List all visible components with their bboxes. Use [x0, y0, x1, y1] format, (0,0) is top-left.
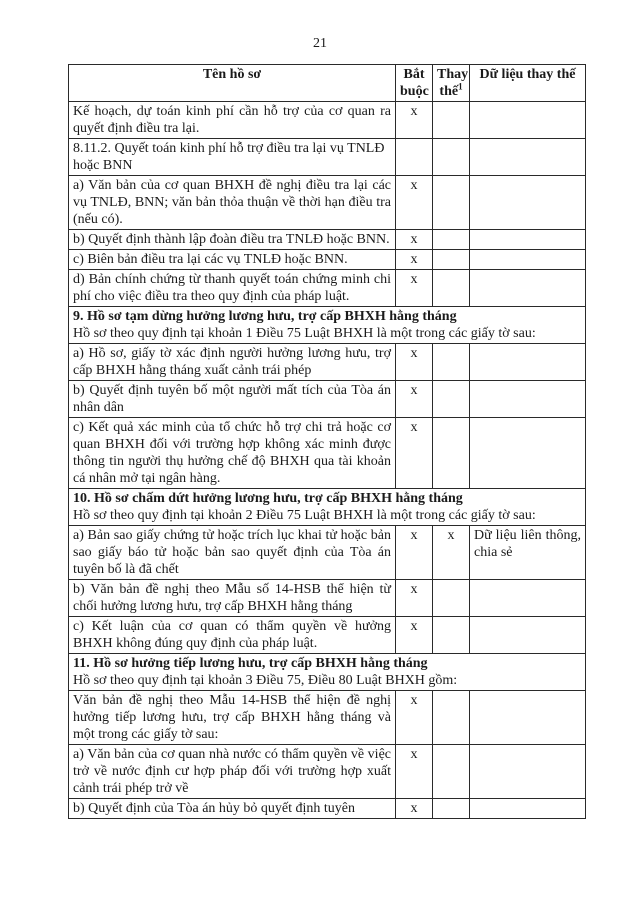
table-header-row — [69, 65, 586, 102]
required-mark: x — [396, 344, 433, 381]
section-note: Hồ sơ theo quy định tại khoản 2 Điều 75 Luật BHXH là một trong các giấy tờ sau: — [73, 508, 536, 523]
header-name: Tên hồ sơ — [69, 65, 396, 102]
required-mark: x — [396, 691, 433, 745]
section-heading: 8.11.2. Quyết toán kinh phí hỗ trợ điều tra lại vụ TNLĐ hoặc BNN — [69, 139, 396, 176]
row-text: c) Kết quả xác minh của tổ chức hỗ trợ chi trả hoặc cơ quan BHXH đối với trường hợp không xác minh được thông tin người thụ hưởng chế độ BHXH qua tài khoản cá nhân mở tại ngân hàng. — [69, 418, 396, 489]
table-row — [69, 526, 586, 580]
replace-mark: x — [433, 526, 470, 580]
section-heading-row — [69, 307, 586, 344]
row-text: a) Bản sao giấy chứng tử hoặc trích lục khai tử hoặc bản sao giấy báo tử hoặc bản sao quyết định của Tòa án tuyên bố là đã chết — [69, 526, 396, 580]
table-row — [69, 270, 586, 307]
required-mark: x — [396, 526, 433, 580]
required-mark: x — [396, 617, 433, 654]
table-row — [69, 176, 586, 230]
table-row — [69, 691, 586, 745]
section-note: Hồ sơ theo quy định tại khoản 1 Điều 75 Luật BHXH là một trong các giấy tờ sau: — [73, 326, 536, 341]
row-text: c) Kết luận của cơ quan có thẩm quyền về hưởng BHXH không đúng quy định của pháp luật. — [69, 617, 396, 654]
section-heading: 10. Hồ sơ chấm dứt hưởng lương hưu, trợ cấp BHXH hằng tháng — [73, 491, 463, 506]
table-row — [69, 745, 586, 799]
row-text: Văn bản đề nghị theo Mẫu 14-HSB thể hiện đề nghị hưởng tiếp lương hưu, trợ cấp BHXH hằng tháng và một trong các giấy tờ sau: — [69, 691, 396, 745]
section-heading: 9. Hồ sơ tạm dừng hưởng lương hưu, trợ cấp BHXH hằng tháng — [73, 309, 457, 324]
required-mark: x — [396, 102, 433, 139]
row-text: b) Văn bản đề nghị theo Mẫu số 14-HSB thể hiện từ chối hưởng lương hưu, trợ cấp BHXH hằng tháng — [69, 580, 396, 617]
page-number: 21 — [313, 36, 327, 51]
header-replace: Thay thế$^1$ — [433, 65, 470, 102]
table-row — [69, 102, 586, 139]
header-required: Bắt buộc — [396, 65, 433, 102]
row-text: a) Văn bản của cơ quan nhà nước có thẩm quyền về việc trở về nước định cư hợp pháp đối với trường hợp xuất cảnh trái phép trở về — [69, 745, 396, 799]
required-mark: x — [396, 250, 433, 270]
section-heading-row — [69, 139, 586, 176]
table-row — [69, 418, 586, 489]
row-text: b) Quyết định thành lập đoàn điều tra TNLĐ hoặc BNN. — [69, 230, 396, 250]
required-mark: x — [396, 230, 433, 250]
table-row — [69, 799, 586, 819]
required-mark: x — [396, 799, 433, 819]
row-text: a) Văn bản của cơ quan BHXH đề nghị điều tra lại các vụ TNLĐ, BNN; văn bản thỏa thuận về thời hạn điều tra (nếu có). — [69, 176, 396, 230]
table-row — [69, 617, 586, 654]
table-row — [69, 230, 586, 250]
row-text: b) Quyết định của Tòa án hủy bỏ quyết định tuyên — [69, 799, 396, 819]
row-text: c) Biên bản điều tra lại các vụ TNLĐ hoặc BNN. — [69, 250, 396, 270]
section-note: Hồ sơ theo quy định tại khoản 3 Điều 75, Điều 80 Luật BHXH gồm: — [73, 673, 458, 688]
table-row — [69, 580, 586, 617]
row-text: d) Bản chính chứng từ thanh quyết toán chứng minh chi phí cho việc điều tra theo quy định của pháp luật. — [69, 270, 396, 307]
row-text: a) Hồ sơ, giấy tờ xác định người hưởng lương hưu, trợ cấp BHXH hằng tháng xuất cảnh trái phép — [69, 344, 396, 381]
required-mark: x — [396, 418, 433, 489]
table-row — [69, 250, 586, 270]
section-heading-row — [69, 654, 586, 691]
row-text: Kế hoạch, dự toán kinh phí cần hỗ trợ của cơ quan ra quyết định điều tra lại. — [69, 102, 396, 139]
document-table — [68, 64, 586, 819]
required-mark: x — [396, 270, 433, 307]
required-mark: x — [396, 580, 433, 617]
required-mark: x — [396, 381, 433, 418]
section-heading-row — [69, 489, 586, 526]
required-mark: x — [396, 176, 433, 230]
section-heading: 11. Hồ sơ hưởng tiếp lương hưu, trợ cấp BHXH hằng tháng — [73, 656, 428, 671]
header-replace-data: Dữ liệu thay thế — [470, 65, 586, 102]
required-mark: x — [396, 745, 433, 799]
table-row — [69, 344, 586, 381]
row-text: b) Quyết định tuyên bố một người mất tích của Tòa án nhân dân — [69, 381, 396, 418]
replace-data: Dữ liệu liên thông, chia sẻ — [470, 526, 586, 580]
table-row — [69, 381, 586, 418]
